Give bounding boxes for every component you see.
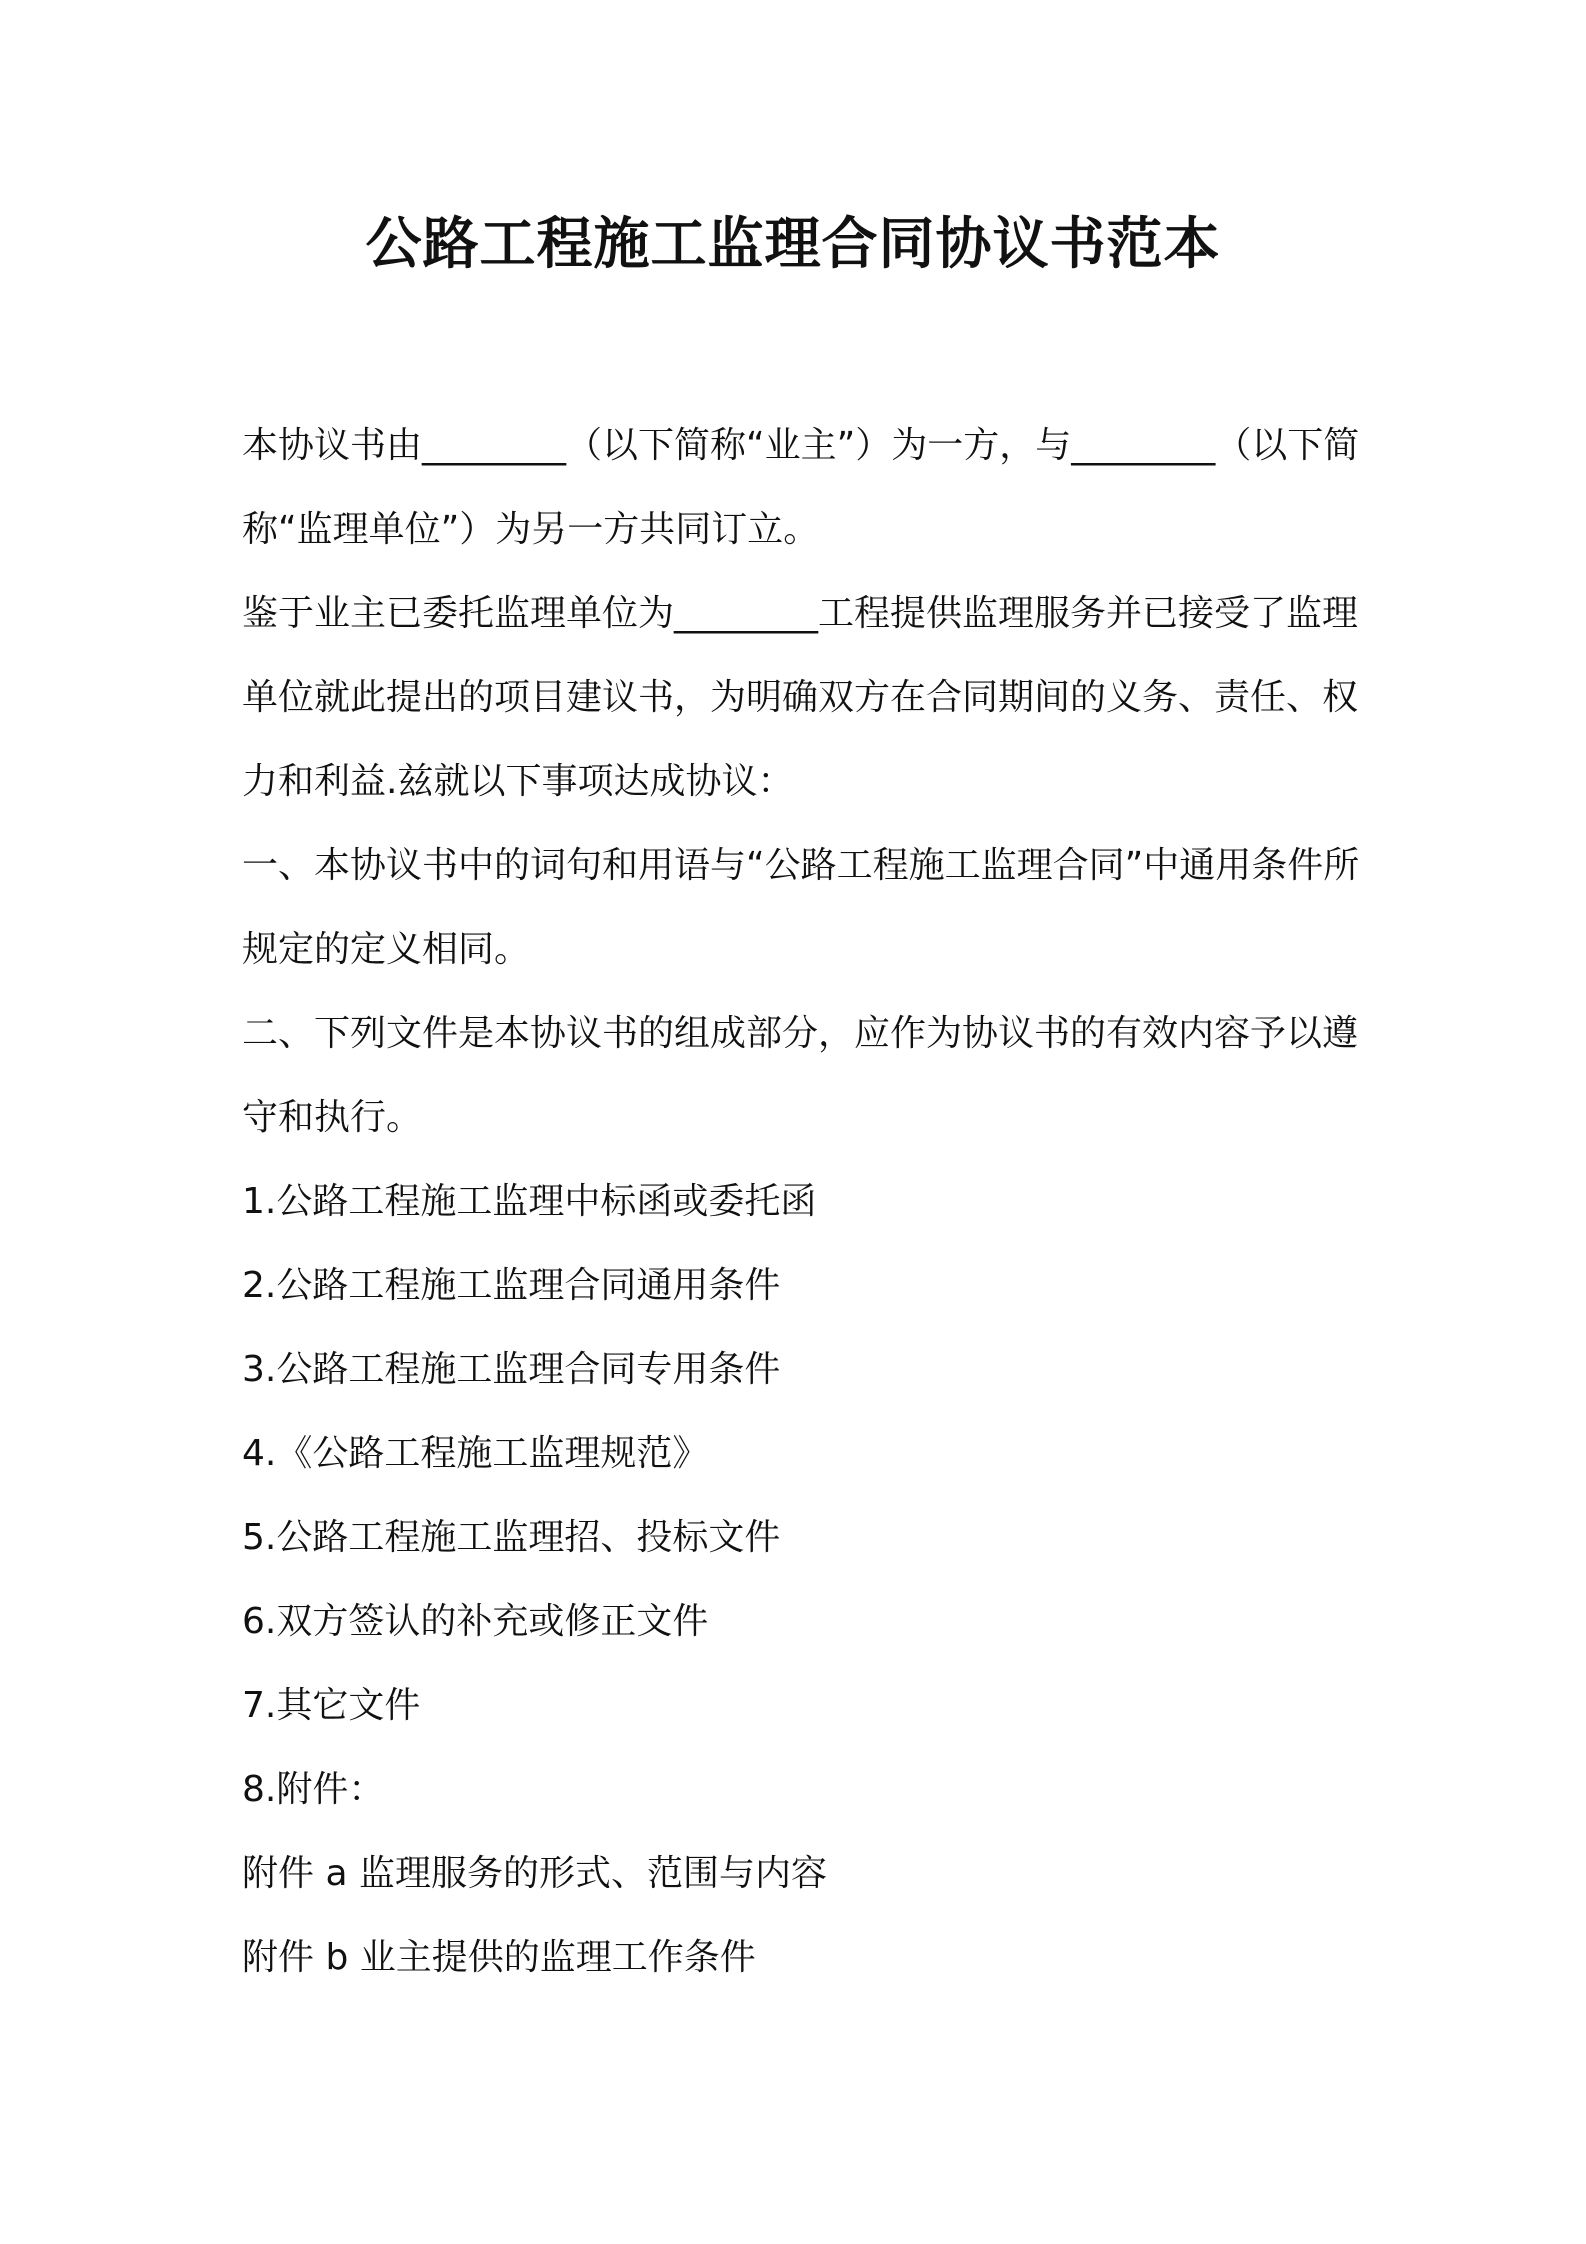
paragraph-parties: 本协议书由________（以下简称“业主”）为一方，与________（以下简称“监理单位”）为另一方共同订立。 xyxy=(242,425,1360,550)
attachment-b: 附件 b 业主提供的监理工作条件 xyxy=(242,1937,756,1978)
list-item-7: 7.其它文件 xyxy=(242,1685,421,1726)
list-item-3: 3.公路工程施工监理合同专用条件 xyxy=(242,1349,781,1390)
document-body xyxy=(242,404,1362,2000)
list-item-1: 1.公路工程施工监理中标函或委托函 xyxy=(242,1181,817,1222)
list-item-4: 4.《公路工程施工监理规范》 xyxy=(242,1433,709,1474)
list-item-5: 5.公路工程施工监理招、投标文件 xyxy=(242,1517,781,1558)
paragraph-clause-1: 一、本协议书中的词句和用语与“公路工程施工监理合同”中通用条件所规定的定义相同。 xyxy=(242,845,1360,970)
paragraph-recital: 鉴于业主已委托监理单位为________工程提供监理服务并已接受了监理单位就此提出的项目建议书，为明确双方在合同期间的义务、责任、权力和利益.兹就以下事项达成协议： xyxy=(242,593,1359,802)
list-item-2: 2.公路工程施工监理合同通用条件 xyxy=(242,1265,781,1306)
attachment-a: 附件 a 监理服务的形式、范围与内容 xyxy=(242,1853,827,1894)
list-item-8: 8.附件： xyxy=(242,1769,385,1810)
paragraph-clause-2: 二、下列文件是本协议书的组成部分，应作为协议书的有效内容予以遵守和执行。 xyxy=(242,1013,1359,1138)
document-title: 公路工程施工监理合同协议书范本 xyxy=(365,212,1221,277)
list-item-6: 6.双方签认的补充或修正文件 xyxy=(242,1601,709,1642)
